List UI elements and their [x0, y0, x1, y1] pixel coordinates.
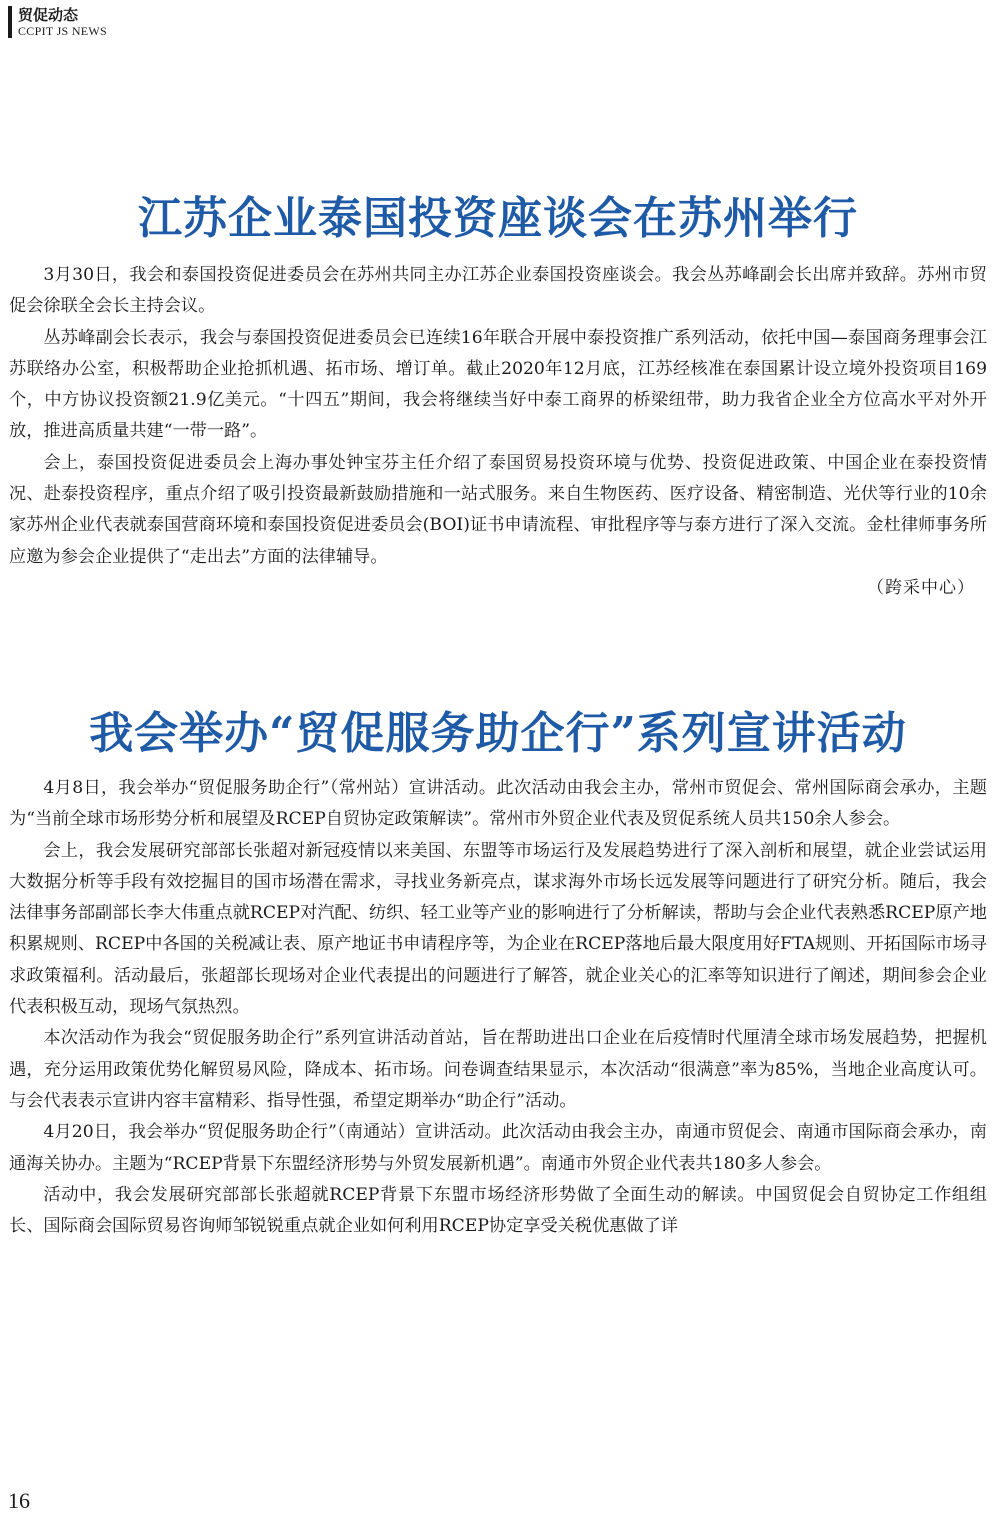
article-paragraph: 4月8日，我会举办“贸促服务助企行”（常州站）宣讲活动。此次活动由我会主办，常州市贸促会、常州国际商会承办，主题为“当前全球市场形势分析和展望及RCEP自贸协定政策解读”。常州市外贸企业代表及贸促系统人员共150余人参会。: [9, 778, 987, 830]
article-title: 江苏企业泰国投资座谈会在苏州举行: [138, 193, 858, 244]
article-paragraph: 会上，泰国投资促进委员会上海办事处钟宝芬主任介绍了泰国贸易投资环境与优势、投资促进政策、中国企业在泰投资情况、赴泰投资程序，重点介绍了吸引投资最新鼓励措施和一站式服务。来自生物医药、医疗设备、精密制造、光伏等行业的10余家苏州企业代表就泰国营商环境和泰国投资促进委员会(BOI)证书申请流程、审批程序等与泰方进行了深入交流。金杜律师事务所应邀为参会企业提供了“走出去”方面的法律辅导。: [9, 452, 987, 567]
article-thailand-investment: [9, 190, 987, 604]
section-name: 贸促动态: [18, 6, 79, 24]
article-source: （跨采中心）: [867, 577, 975, 598]
article-trade-service-tour: [9, 705, 987, 1242]
section-name-english: CCPIT JS NEWS: [18, 24, 108, 38]
article-paragraph: 3月30日，我会和泰国投资促进委员会在苏州共同主办江苏企业泰国投资座谈会。我会丛苏峰副会长出席并致辞。苏州市贸促会徐联全会长主持会议。: [9, 265, 987, 317]
header-accent-bar: [8, 6, 12, 38]
article-paragraph: 会上，我会发展研究部部长张超对新冠疫情以来美国、东盟等市场运行及发展趋势进行了深入剖析和展望，就企业尝试运用大数据分析等手段有效挖掘目的国市场潜在需求，寻找业务新亮点，谋求海外市场长远发展等问题进行了研究分析。随后，我会法律事务部副部长李大伟重点就RCEP对汽配、纺织、轻工业等产业的影响进行了分析解读，帮助与会企业代表熟悉RCEP原产地积累规则、RCEP中各国的关税减让表、原产地证书申请程序等，为企业在RCEP落地后最大限度用好FTA规则、开拓国际市场寻求政策福利。活动最后，张超部长现场对企业代表提出的问题进行了解答，就企业关心的汇率等知识进行了阐述，期间参会企业代表积极互动，现场气氛热烈。: [9, 840, 987, 1018]
article-paragraph: 丛苏峰副会长表示，我会与泰国投资促进委员会已连续16年联合开展中泰投资推广系列活动，依托中国—泰国商务理事会江苏联络办公室，积极帮助企业抢抓机遇、拓市场、增订单。截止2020年12月底，江苏经核准在泰国累计设立境外投资项目169个，中方协议投资额21.9亿美元。“十四五”期间，我会将继续当好中泰工商界的桥梁纽带，助力我省企业全方位高水平对外开放，推进高质量共建“一带一路”。: [9, 327, 987, 442]
article-title: 我会举办“贸促服务助企行”系列宣讲活动: [89, 708, 907, 759]
page-number: 16: [8, 1488, 30, 1513]
article-paragraph: 4月20日，我会举办“贸促服务助企行”（南通站）宣讲活动。此次活动由我会主办，南通市贸促会、南通市国际商会承办，南通海关协办。主题为“RCEP背景下东盟经济形势与外贸发展新机遇”。南通市外贸企业代表共180多人参会。: [9, 1122, 987, 1174]
page-header: [8, 6, 107, 38]
article-paragraph: 本次活动作为我会“贸促服务助企行”系列宣讲活动首站，旨在帮助进出口企业在后疫情时代厘清全球市场发展趋势，把握机遇，充分运用政策优势化解贸易风险，降成本、拓市场。问卷调查结果显示，本次活动“很满意”率为85%，当地企业高度认可。与会代表表示宣讲内容丰富精彩、指导性强，希望定期举办“助企行”活动。: [9, 1028, 987, 1111]
article-paragraph: 活动中，我会发展研究部部长张超就RCEP背景下东盟市场经济形势做了全面生动的解读。中国贸促会自贸协定工作组组长、国际商会国际贸易咨询师邹锐锐重点就企业如何利用RCEP协定享受关税优惠做了详: [9, 1184, 987, 1237]
header-text: [18, 6, 107, 38]
